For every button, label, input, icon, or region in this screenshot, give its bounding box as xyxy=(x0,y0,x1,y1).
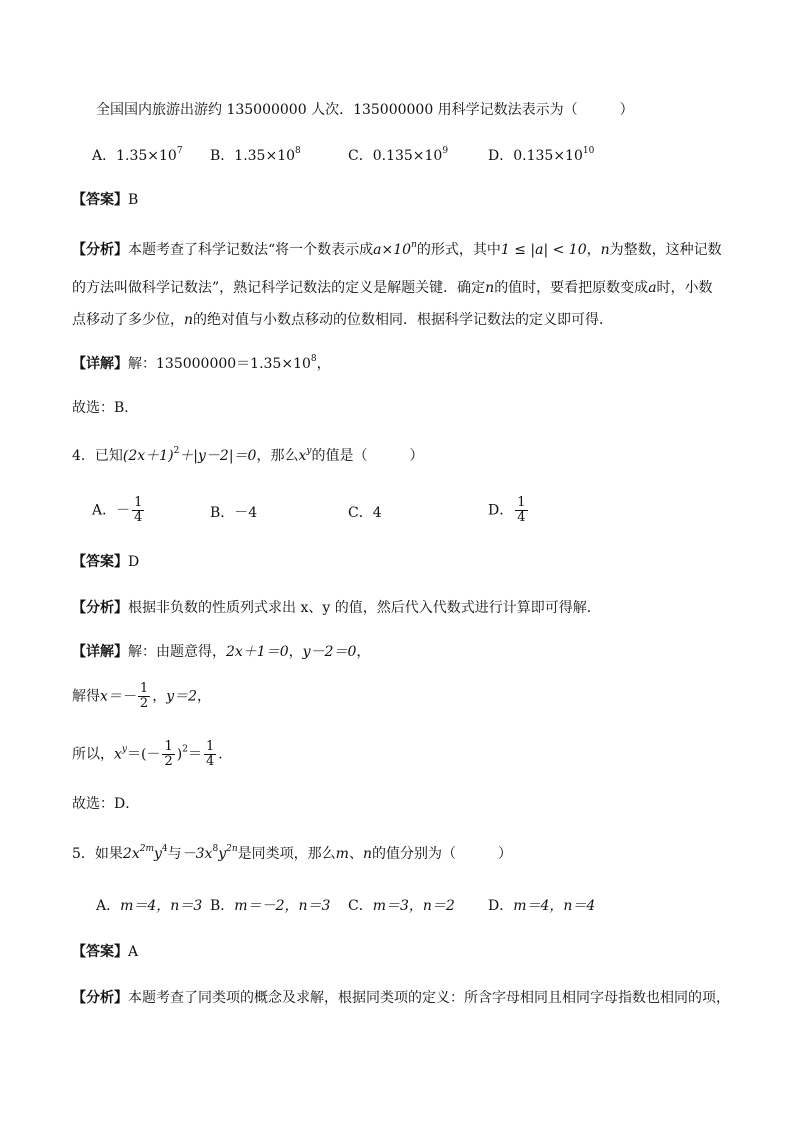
detail-text: 解：135000000＝1.35×10 xyxy=(128,356,311,372)
option-label: B． xyxy=(210,898,235,914)
analysis-text: 根据非负数的性质列式求出 x、y 的值，然后代入代数式进行计算即可得解． xyxy=(128,600,601,616)
detail-text: ， xyxy=(197,688,212,705)
detail-text: 解：由题意得， xyxy=(128,644,226,660)
math-var: y xyxy=(154,846,162,862)
math-var: n xyxy=(362,846,372,862)
math-expr: 2x xyxy=(122,846,140,862)
option-value: m＝4，n＝3 xyxy=(120,898,203,914)
math-var: x xyxy=(114,746,122,763)
analysis-text: ， xyxy=(586,242,601,258)
q5-option-d xyxy=(488,896,595,916)
math-var: a xyxy=(648,280,657,296)
answer-value: D xyxy=(128,554,140,570)
numerator: 1 xyxy=(205,739,215,754)
math-var: n xyxy=(600,242,610,258)
math-exp: 2n xyxy=(226,844,238,854)
math-exp: 8 xyxy=(310,354,317,364)
detail-text: 解得 xyxy=(72,688,100,705)
detail-text: 所以， xyxy=(72,746,114,763)
q3-option-c xyxy=(348,146,448,166)
option-label: C． xyxy=(348,505,373,521)
math-exp: 4 xyxy=(161,844,168,854)
analysis-text: 的绝对值与小数点移动的位数相同．根据科学记数法的定义即可得． xyxy=(193,312,614,328)
math-expr: (2x＋1) xyxy=(122,448,174,464)
stem-text: 5．如果 xyxy=(72,846,123,862)
q3-answer xyxy=(72,190,138,210)
q3-option-a xyxy=(92,146,183,166)
analysis-text: 点移动了多少位， xyxy=(72,312,184,328)
analysis-text: 本题考查了科学记数法“将一个数表示成 xyxy=(128,242,374,258)
analysis-label: 【分析】 xyxy=(72,242,128,258)
q4-option-a xyxy=(92,496,146,525)
analysis-text: 时，小数 xyxy=(656,280,713,296)
option-label: B． xyxy=(210,148,235,164)
detail-text: ， xyxy=(316,356,331,372)
math-var: n xyxy=(485,280,495,296)
math-expr: y＝2 xyxy=(166,688,198,705)
option-value: m＝3，n＝2 xyxy=(372,898,455,914)
math-expr: x＝－ xyxy=(100,688,136,705)
answer-label: 【答案】 xyxy=(72,192,128,208)
math-expr: ＝ xyxy=(187,746,202,763)
math-var: n xyxy=(184,312,194,328)
math-expr: ) xyxy=(176,746,183,763)
math-expr: y－2＝0 xyxy=(302,644,357,660)
numerator: 1 xyxy=(134,495,143,510)
math-fraction xyxy=(138,682,150,711)
math-expr: a×10 xyxy=(373,242,412,258)
detail-text: ， xyxy=(356,644,371,660)
analysis-label: 【分析】 xyxy=(72,600,128,616)
q5-stem xyxy=(72,844,512,864)
denominator: 2 xyxy=(139,696,149,711)
answer-label: 【答案】 xyxy=(72,554,128,570)
q3-detail xyxy=(72,354,331,374)
math-fraction xyxy=(162,740,174,769)
answer-label: 【答案】 xyxy=(72,944,128,960)
stem-text: 4．已知 xyxy=(72,448,123,464)
math-exp: 2m xyxy=(139,844,154,854)
math-expr: ＋|y－2|＝0 xyxy=(179,448,257,464)
math-var: y xyxy=(218,846,227,862)
analysis-label: 【分析】 xyxy=(72,990,128,1006)
numerator: 1 xyxy=(517,495,526,510)
numerator: 1 xyxy=(139,681,149,696)
math-var: x xyxy=(298,448,307,464)
q3-choose: 故选：B． xyxy=(72,400,139,416)
q3-analysis-line-1 xyxy=(72,240,722,260)
analysis-text: 的形式，其中 xyxy=(416,242,501,258)
analysis-text: 的方法叫做科学记数法”，熟记科学记数法的定义是解题关键．确定 xyxy=(72,280,486,296)
option-fraction xyxy=(132,496,144,525)
q3-option-d xyxy=(488,146,594,166)
option-label: D． xyxy=(488,502,514,519)
stem-text: 与 xyxy=(167,846,182,862)
detail-label: 【详解】 xyxy=(72,356,128,372)
answer-value: A xyxy=(128,944,139,960)
option-value: 4 xyxy=(372,505,382,521)
option-label: D． xyxy=(488,898,514,914)
q5-analysis xyxy=(72,988,730,1008)
q4-option-b xyxy=(210,503,257,523)
stem-text: 的值分别为（ ） xyxy=(371,846,512,862)
q3-option-b xyxy=(210,146,301,166)
option-value: m＝4，n＝4 xyxy=(513,898,596,914)
detail-text: ， xyxy=(152,688,167,705)
option-exponent: 8 xyxy=(295,146,301,156)
denominator: 4 xyxy=(517,510,526,525)
q4-detail xyxy=(72,642,370,662)
q5-option-b xyxy=(210,896,330,916)
math-expr: 1 ≤ |a| < 10 xyxy=(500,242,587,258)
stem-text: 、 xyxy=(348,846,363,862)
option-label: A． xyxy=(92,148,117,164)
q5-option-a xyxy=(96,896,202,916)
q5-option-c xyxy=(348,896,455,916)
option-value: m＝－2，n＝3 xyxy=(234,898,331,914)
analysis-text: 的值时，要看把原数变成 xyxy=(494,280,649,296)
q3-analysis-line-2 xyxy=(72,278,713,298)
denominator: 4 xyxy=(205,754,215,769)
option-value: －4 xyxy=(234,505,258,521)
q4-analysis xyxy=(72,598,601,618)
math-fraction xyxy=(204,740,216,769)
q4-option-c xyxy=(348,503,382,523)
q4-stem xyxy=(72,446,423,466)
math-exp: 2 xyxy=(182,744,188,755)
math-exp: 8 xyxy=(212,844,219,854)
math-exp: 2 xyxy=(173,446,180,456)
analysis-text: 本题考查了同类项的概念及求解，根据同类项的定义：所含字母相同且相同字母指数也相同的项， xyxy=(128,990,730,1006)
denominator: 2 xyxy=(164,754,173,769)
q4-solve xyxy=(72,682,211,711)
option-mantissa: 0.135×10 xyxy=(513,148,583,164)
option-label: A． xyxy=(96,898,121,914)
q4-answer xyxy=(72,552,139,572)
denominator: 4 xyxy=(134,510,143,525)
option-exponent: 7 xyxy=(176,146,183,156)
option-mantissa: 1.35×10 xyxy=(116,148,177,164)
stem-text: ，那么 xyxy=(256,448,299,464)
math-exp: y xyxy=(306,446,312,456)
detail-text: ． xyxy=(218,746,233,763)
math-var: m xyxy=(335,846,349,862)
q4-so xyxy=(72,740,232,769)
detail-label: 【详解】 xyxy=(72,644,128,660)
option-label: A． xyxy=(92,502,117,519)
detail-text: ， xyxy=(288,644,303,660)
math-expr: －3x xyxy=(181,846,213,862)
math-exp: y xyxy=(121,744,127,755)
numerator: 1 xyxy=(164,739,173,754)
math-expr: ＝(－ xyxy=(127,746,161,763)
math-exp: n xyxy=(411,240,417,250)
q4-choose: 故选：D． xyxy=(72,796,140,812)
option-exponent: 9 xyxy=(442,146,449,156)
q3-stem: 全国国内旅游出游约 135000000 人次．135000000 用科学记数法表示为（ ） xyxy=(96,102,634,118)
option-mantissa: 1.35×10 xyxy=(234,148,296,164)
analysis-text: 为整数，这种记数 xyxy=(609,242,722,258)
option-sign: － xyxy=(116,502,131,519)
option-label: C． xyxy=(348,898,373,914)
math-expr: 2x＋1＝0 xyxy=(226,644,289,660)
option-fraction xyxy=(515,496,527,525)
option-label: D． xyxy=(488,148,514,164)
option-label: B． xyxy=(210,505,235,521)
option-label: C． xyxy=(348,148,373,164)
option-exponent: 10 xyxy=(582,146,595,156)
answer-value: B xyxy=(128,192,139,208)
stem-text: 是同类项，那么 xyxy=(237,846,336,862)
q5-answer xyxy=(72,942,138,962)
stem-text: 的值是（ ） xyxy=(311,448,424,464)
option-mantissa: 0.135×10 xyxy=(372,148,443,164)
q3-analysis-line-3 xyxy=(72,310,613,330)
q4-option-d xyxy=(488,496,530,525)
